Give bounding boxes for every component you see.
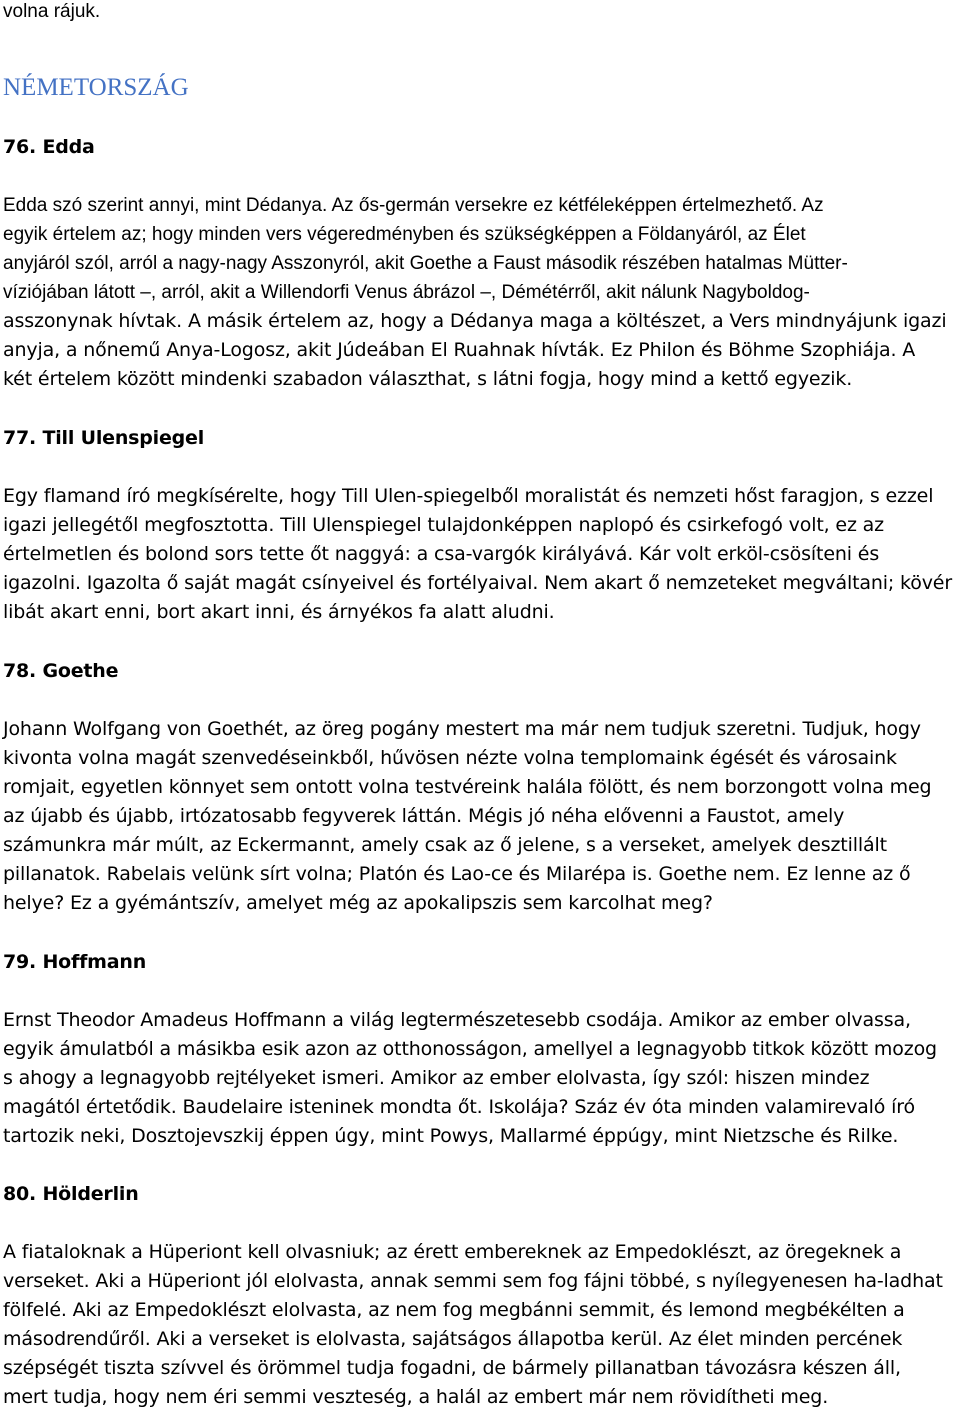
paragraph-line: anyjáról szól, arról a nagy-nagy Asszonyról, akit Goethe a Faust második részében hatalmas Mütter- — [3, 253, 848, 274]
paragraph-line: másodrendűről. Aki a verseket is elolvasta, sajátságos állapotba kerül. Az élet minden percének — [3, 1328, 903, 1350]
section-heading: 80. Hölderlin — [3, 1183, 139, 1205]
paragraph-line: helye? Ez a gyémántszív, amelyet még az apokalipszis sem karcolhat meg? — [3, 892, 713, 914]
section-heading: 79. Hoffmann — [3, 951, 147, 973]
chapter-title: NÉMETORSZÁG — [3, 74, 189, 101]
paragraph-line: az újabb és újabb, irtózatosabb fegyverek láttán. Mégis jó néha elővenni a Faustot, amely — [3, 805, 845, 827]
paragraph-line: romjait, egyetlen könnyet sem ontott volna testvéreink halála fölött, és nem borzongott volna meg — [3, 776, 932, 798]
paragraph-line: magától értetődik. Baudelaire isteninek mondta őt. Iskolája? Száz év óta minden valamirevaló író — [3, 1096, 916, 1118]
paragraph-line: s ahogy a legnagyobb rejtélyeket ismeri. Amikor az ember elolvasta, így szól: hiszen mindez — [3, 1067, 870, 1089]
paragraph-line: szépségét tiszta szívvel és örömmel tudja fogadni, de bármely pillanatban távozásra készen áll, — [3, 1357, 901, 1379]
section-heading: 78. Goethe — [3, 660, 119, 682]
paragraph-line: értelmetlen és bolond sors tette őt naggyá: a csa-vargók királyává. Kár volt erköl-csösíteni és — [3, 543, 880, 565]
paragraph-line: A fiataloknak a Hüperiont kell olvasniuk; az érett embereknek az Empedoklészt, az öregeknek a — [3, 1241, 902, 1263]
section-heading: 76. Edda — [3, 136, 95, 158]
continuation-line: volna rájuk. — [3, 1, 101, 22]
paragraph-line: pillanatok. Rabelais velünk sírt volna; Platón és Lao-ce és Milarépa is. Goethe nem. Ez lenne az ő — [3, 863, 911, 885]
paragraph-line: Ernst Theodor Amadeus Hoffmann a világ legtermészetesebb csodája. Amikor az ember olvassa, — [3, 1009, 911, 1031]
paragraph-line: egyik ámulatból a másikba esik azon az otthonosságon, amellyel a legnagyobb titkok között mozog — [3, 1038, 937, 1060]
paragraph-line: libát akart enni, bort akart inni, és árnyékos fa alatt aludni. — [3, 601, 555, 623]
paragraph-line: anyja, a nőnemű Anya-Logosz, akit Júdeában El Ruahnak hívták. Ez Philon és Böhme Szophiája. A — [3, 339, 916, 361]
paragraph-line: igazolni. Igazolta ő saját magát csínyeivel és fortélyaival. Nem akart ő nemzeteket megváltani; kövér — [3, 572, 952, 594]
paragraph-line: egyik értelem az; hogy minden vers végeredményben és szükségképpen a Földanyáról, az Élet — [3, 224, 806, 245]
paragraph-line: víziójában látott –, arról, akit a Willendorfi Venus ábrázol –, Démétérről, akit nálunk Nagyboldog- — [3, 282, 810, 303]
paragraph-line: tartozik neki, Dosztojevszkij éppen úgy, mint Powys, Mallarmé éppúgy, mint Nietzsche és Rilke. — [3, 1125, 899, 1147]
paragraph-line: kivonta volna magát szenvedéseinkből, hűvösen nézte volna templomaink égését és városaink — [3, 747, 897, 769]
paragraph-line: Johann Wolfgang von Goethét, az öreg pogány mestert ma már nem tudjuk szeretni. Tudjuk, hogy — [3, 718, 921, 740]
paragraph-line: Edda szó szerint annyi, mint Dédanya. Az ős-germán versekre ez kétféleképpen értelmezhető. Az — [3, 195, 824, 216]
paragraph-line: Egy flamand író megkísérelte, hogy Till Ulen-spiegelből moralistát és nemzeti hőst faragjon, s ezzel — [3, 485, 934, 507]
paragraph-line: fölfelé. Aki az Empedoklészt elolvasta, az nem fog megbánni semmit, és lemond megbékélten a — [3, 1299, 905, 1321]
paragraph-line: verseket. Aki a Hüperiont jól elolvasta, annak semmi sem fog fájni többé, s nyílegyenesen ha-ladhat — [3, 1270, 943, 1292]
paragraph-line: asszonynak hívtak. A másik értelem az, hogy a Dédanya maga a költészet, a Vers mindnyájunk igazi — [3, 310, 947, 332]
paragraph-line: két értelem között mindenki szabadon választhat, s látni fogja, hogy mind a kettő egyezik. — [3, 368, 853, 390]
paragraph-line: mert tudja, hogy nem éri semmi veszteség, a halál az embert már nem rövidítheti meg. — [3, 1386, 829, 1408]
paragraph-line: igazi jellegétől megfosztotta. Till Ulenspiegel tulajdonképpen naplopó és csirkefogó volt, ez az — [3, 514, 884, 536]
section-heading: 77. Till Ulenspiegel — [3, 427, 205, 449]
paragraph-line: számunkra már múlt, az Eckermannt, amely csak az ő jelene, s a verseket, amelyek desztillált — [3, 834, 887, 856]
